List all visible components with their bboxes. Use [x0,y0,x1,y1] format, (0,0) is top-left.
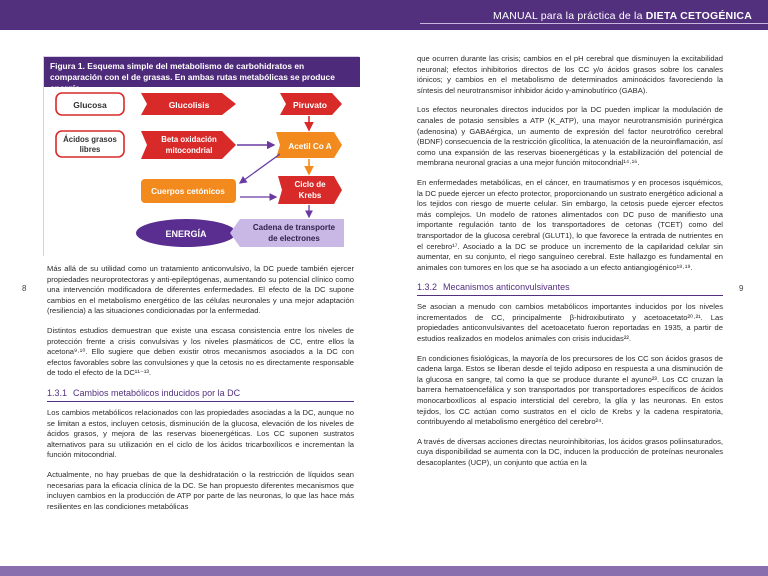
ciclo-krebs-label-1: Ciclo de [294,180,326,189]
left-paragraph-4: Actualmente, no hay pruebas de que la deshidratación o la restricción de líquidos sean necesarias para la eficacia clínica de la DC. Se han propuesto diferentes mecanismos que incluyen cambios en la producción de ATP por parte de las neuronas, lo que las hace más resilientes en las condiciones metabólicas [47,469,354,511]
arrow-acetil-cuerpos [240,154,280,183]
right-paragraph-2: Los efectos neuronales directos inducidos por la DC pueden implicar la modulación de canales de potasio sensibles a ATP (K_ATP), una mayor neurotransmisión purinérgica (adenosina) y GABAérgica, un aumento de expresión del factor neurotrófico cerebral (BDNF) consecuencia de la restricción glicolítica, la atenuación de la neuroinflamación, así como una expansión de las reservas bioenergéticas y la estabilización del potencial de membrana neuronal gracias a una mejor función mitocondrial¹⁴·¹⁶. [417,105,723,168]
acidos-grasos-label-1: Ácidos grasos [63,135,117,144]
cadena-transporte-tip [230,219,240,247]
page-number-left: 8 [22,284,27,293]
section-heading-1-3-2: 1.3.2 Mecanismos anticonvulsivantes [417,282,723,296]
right-column [417,54,723,478]
metabolism-diagram [44,87,360,257]
right-paragraph-1: que ocurren durante las crisis; cambios en el pH cerebral que disminuyen la excitabilidad neuronal; efectos inhibitorios directos de los CC y/o ácidos grasos sobre los canales iónicos; y cambios en el metabolismo de determinados aminoácidos favoreciendo la síntesis del neurotransmisor inhibidor ácido γ-aminobutírico (GABA). [417,54,723,95]
beta-oxidacion-label-2: mitocondrial [165,146,213,155]
left-column [47,264,354,521]
figure-1 [43,56,359,256]
right-paragraph-4: Se asocian a menudo con cambios metabólicos importantes inducidos por los niveles incrementados de CC, principalmente β-hidroxibutirato y acetoacetato²⁰·²¹. Las propiedades anticonvulsivantes del acetoacetato fueron reportadas en 1935, a partir de estudios realizados en modelos animales con crisis inducidas²². [417,302,723,344]
figure-diagram [44,87,360,257]
left-paragraph-1: Más allá de su utilidad como un tratamiento anticonvulsivo, la DC puede también ejercer propiedades neuroprotectoras y anti-epileptógenas, aumentando su potencial clínico como una intervención modificadora de diferentes enfermedades. El efecto de la DC supone cambios en el metabolismo energético de las células neuronales y una mejor adaptación (resiliencia) a las situaciones condicionadas por la enfermedad. [47,264,354,316]
cadena-transporte-label-2: de electrones [268,234,320,243]
cuerpos-cetonicos-label: Cuerpos cetónicos [151,187,225,196]
acidos-grasos-label-2: libres [79,145,101,154]
glucolisis-label: Glucolisis [168,100,210,110]
right-paragraph-5: En condiciones fisiológicas, la mayoría de los precursores de los CC son ácidos grasos de cadena larga. Estos se liberan desde el tejido adiposo en respuesta a una disminución de la glucosa en sangre, tal como la que se produce durante el ayuno²³. Los CC cruzan la barrera hematoencefálica y son transportados por transportadores específicos de ácidos monocarboxílicos al espacio intersticial del cerebro, la glía y las neuronas. En estos tejidos, los CC actúan como sustratos en el ciclo de Krebs y la cadena respiratoria, contribuyendo al metabolismo energético del cerebro²⁴. [417,353,723,427]
footer-bar [0,566,768,576]
left-paragraph-2: Distintos estudios demuestran que existe una escasa consistencia entre los niveles de protección frente a crisis convulsivas y los niveles plasmáticos de CC, entre ellos la acetona⁹·¹⁰. Ello sugiere que deben existir otros mecanismos asociados a la DC con efectos favorables sobre las convulsiones y que la cetosis no es directamente responsable de todo el efecto de la DC¹¹⁻¹³. [47,325,354,378]
piruvato-label: Piruvato [292,100,328,110]
right-paragraph-6: A través de diversas acciones directas neuroinhibitorias, los ácidos grasos poliinsaturados, cuya disponibilidad se aumenta con la DC, inducen la producción de proteínas neuronales desacoplantes (UCP), un conjunto que actúa en la [417,436,723,467]
beta-oxidacion-label-1: Beta oxidación [161,135,217,144]
figure-caption: Figura 1. Esquema simple del metabolismo de carbohidratos en comparación con el de grasas. En ambas rutas metabólicas se produce [44,57,360,87]
ciclo-krebs-label-2: Krebs [298,191,322,200]
page-number-right: 9 [739,284,744,293]
energia-label: ENERGÍA [165,229,207,239]
header-title: MANUAL para la práctica de la DIETA CETOGÉNICA [493,10,752,22]
cadena-transporte-label-1: Cadena de transporte [252,223,336,232]
acetil-coa-label: Acetil Co A [288,142,332,151]
left-paragraph-3: Los cambios metabólicos relacionados con las propiedades asociadas a la DC, aunque no se limitan a estos, incluyen cetosis, disminución de la glucosa, elevación de los niveles de ácidos grasos, y mejora de las reservas bioenergéticas. Los CC suponen sustratos alternativos para su utilización en el ciclo de los ácidos tricarboxílicos e incrementan la función mitocondrial. [47,407,354,460]
header-divider [420,23,768,24]
right-paragraph-3: En enfermedades metabólicas, en el cáncer, en traumatismos y en procesos isquémicos, la DC puede ejercer un efecto protector, proporcionando un sustrato energético adicional a los tejidos con riesgo de muerte celular. Sin embargo, la cetosis puede ejercer efectos más complejos. Un modelo de ratones alimentados con DC puso de manifiesto una importante regulación tanto de los transportadores de cetonas (TCET) como del transportador de la glucosa cerebral (GLUT1), lo que favorece la entrada de nutrientes en el cerebro¹⁷. Asociado a la DC se produce un incremento de la capilaridad celular sin aumentar, en su conjunto, el riego sanguíneo cerebral. Este hallazgo es fundamental en animales con tumores en los que se ha asociado a un efecto antiangiogénico¹⁸·¹⁹. [417,177,723,272]
section-heading-1-3-1: 1.3.1 Cambios metabólicos inducidos por la DC [47,388,354,402]
glucosa-label: Glucosa [73,100,107,110]
